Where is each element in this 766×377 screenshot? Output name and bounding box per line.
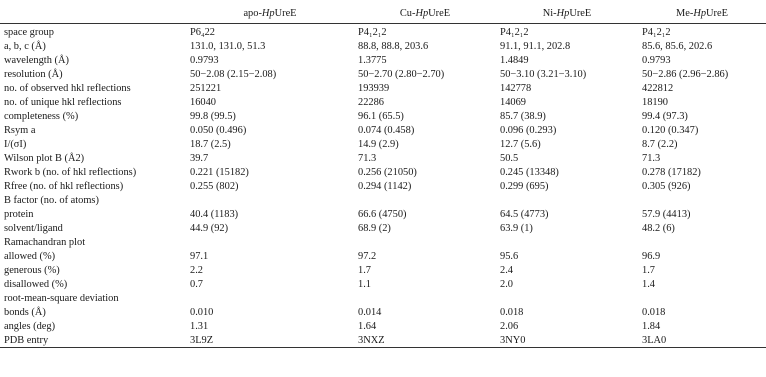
table-row <box>0 193 766 207</box>
table-cell: 0.018 <box>500 306 524 318</box>
table-cell: 0.050 (0.496) <box>190 124 247 136</box>
row-label: PDB entry <box>4 334 49 346</box>
table-row <box>0 207 766 221</box>
table-cell: 1.31 <box>190 320 209 332</box>
table-cell: 97.1 <box>190 250 209 262</box>
row-label: wavelength (Å) <box>4 54 69 66</box>
table-cell: 40.4 (1183) <box>190 208 239 220</box>
table-cell: 95.6 <box>500 250 519 262</box>
table-cell: 1.64 <box>358 320 377 332</box>
row-label: disallowed (%) <box>4 278 68 290</box>
table-cell: 88.8, 88.8, 203.6 <box>358 40 429 52</box>
table-row <box>0 263 766 277</box>
table-cell: 96.9 <box>642 250 661 262</box>
row-label: Rwork b (no. of hkl reflections) <box>4 166 137 178</box>
table-cell: 99.4 (97.3) <box>642 110 688 122</box>
table-cell: 0.120 (0.347) <box>642 124 699 136</box>
table-cell: 71.3 <box>358 152 377 164</box>
row-label: Ramachandran plot <box>4 236 86 248</box>
row-label: Wilson plot B (Å2) <box>4 152 85 164</box>
table-cell: P4₁2₁2 <box>642 26 671 38</box>
table-row <box>0 109 766 123</box>
table-cell: 1.4 <box>642 278 655 290</box>
table-cell: P4₁2₁2 <box>358 26 387 38</box>
table-cell: 85.6, 85.6, 202.6 <box>642 40 713 52</box>
table-cell: 2.4 <box>500 264 513 276</box>
table-cell: 18.7 (2.5) <box>190 138 231 150</box>
table-cell <box>638 193 766 207</box>
table-row <box>0 81 766 95</box>
table-cell: 0.278 (17182) <box>642 166 701 178</box>
table-cell: 0.9793 <box>190 54 219 66</box>
row-label: bonds (Å) <box>4 306 46 318</box>
table-row <box>0 151 766 165</box>
table-cell: 66.6 (4750) <box>358 208 407 220</box>
table-cell: 50−2.86 (2.96−2.86) <box>642 68 729 80</box>
row-label: protein <box>4 208 34 220</box>
table-cell: 8.7 (2.2) <box>642 138 678 150</box>
table-cell <box>186 235 354 249</box>
table-cell: 0.299 (695) <box>500 180 549 192</box>
table-cell: 0.096 (0.293) <box>500 124 557 136</box>
row-label: Rsym a <box>4 124 36 136</box>
table-cell: 2.2 <box>190 264 203 276</box>
table-cell: 63.9 (1) <box>500 222 533 234</box>
table-cell <box>354 235 496 249</box>
table-row <box>0 95 766 109</box>
table-cell: 0.010 <box>190 306 214 318</box>
header-italic: Hp <box>261 8 275 19</box>
table-cell: 3L9Z <box>190 334 214 346</box>
table-cell: 97.2 <box>358 250 377 262</box>
table-cell: 14.9 (2.9) <box>358 138 399 150</box>
row-label: no. of unique hkl reflections <box>4 96 122 108</box>
table-cell <box>496 235 638 249</box>
table-row <box>0 221 766 235</box>
table-cell: 2.0 <box>500 278 513 290</box>
table-cell: 16040 <box>190 96 216 108</box>
table-cell: 91.1, 91.1, 202.8 <box>500 40 571 52</box>
table-cell: 85.7 (38.9) <box>500 110 546 122</box>
table-cell <box>186 193 354 207</box>
table-row <box>0 305 766 319</box>
table-cell: 71.3 <box>642 152 661 164</box>
table-cell: 96.1 (65.5) <box>358 110 404 122</box>
table-cell: 251221 <box>190 82 222 94</box>
table-cell: 22286 <box>358 96 384 108</box>
table-cell: 50.5 <box>500 152 519 164</box>
table-header <box>0 4 766 24</box>
table-row <box>0 277 766 291</box>
table-cell: 0.7 <box>190 278 203 290</box>
table-cell <box>354 193 496 207</box>
header-suffix: UreE <box>706 8 728 19</box>
header-suffix: UreE <box>428 8 451 19</box>
table-row <box>0 123 766 137</box>
header-row <box>0 4 766 24</box>
table-cell: P6₄22 <box>190 26 215 38</box>
table-cell: 12.7 (5.6) <box>500 138 541 150</box>
table-cell: 0.305 (926) <box>642 180 691 192</box>
table-cell: 48.2 (6) <box>642 222 675 234</box>
header-cu <box>354 4 496 24</box>
row-label: Rfree (no. of hkl reflections) <box>4 180 124 192</box>
row-label: I/(σI) <box>4 138 27 150</box>
table-cell <box>638 291 766 305</box>
table-cell: 2.06 <box>500 320 519 332</box>
table-row <box>0 39 766 53</box>
table-cell <box>186 291 354 305</box>
header-italic: Hp <box>556 8 570 19</box>
table-row <box>0 179 766 193</box>
table-cell: 3LA0 <box>642 334 667 346</box>
table-cell <box>496 291 638 305</box>
row-label: root-mean-square deviation <box>4 292 119 304</box>
table-cell: 50−3.10 (3.21−3.10) <box>500 68 587 80</box>
table-cell: 44.9 (92) <box>190 222 229 234</box>
table-cell: 68.9 (2) <box>358 222 391 234</box>
header-me <box>638 4 766 24</box>
table-cell: P4₁2₁2 <box>500 26 529 38</box>
table-cell: 64.5 (4773) <box>500 208 549 220</box>
row-label: no. of observed hkl reflections <box>4 82 131 94</box>
table-cell <box>354 291 496 305</box>
table-cell: 3NY0 <box>500 334 526 346</box>
table-cell: 131.0, 131.0, 51.3 <box>190 40 266 52</box>
table-cell: 0.294 (1142) <box>358 180 412 192</box>
table-cell: 1.3775 <box>358 54 387 66</box>
table-cell: 0.221 (15182) <box>190 166 249 178</box>
table-row <box>0 165 766 179</box>
table-row <box>0 24 766 40</box>
header-prefix: apo- <box>243 8 262 19</box>
table-cell <box>496 193 638 207</box>
table-cell: 50−2.70 (2.80−2.70) <box>358 68 445 80</box>
row-label: angles (deg) <box>4 320 56 332</box>
table-cell: 0.9793 <box>642 54 671 66</box>
table-cell: 99.8 (99.5) <box>190 110 236 122</box>
table-cell: 1.4849 <box>500 54 529 66</box>
table-cell: 3NXZ <box>358 334 385 346</box>
row-label: generous (%) <box>4 264 60 276</box>
table-cell: 422812 <box>642 82 674 94</box>
table-cell: 18190 <box>642 96 668 108</box>
header-corner <box>0 4 186 24</box>
table-cell: 0.018 <box>642 306 666 318</box>
table-cell: 57.9 (4413) <box>642 208 691 220</box>
table-cell: 0.014 <box>358 306 382 318</box>
header-italic: Hp <box>415 8 429 19</box>
header-prefix: Me- <box>676 8 694 19</box>
header-apo <box>186 4 354 24</box>
table-row <box>0 291 766 305</box>
table-body <box>0 24 766 348</box>
table-cell: 0.074 (0.458) <box>358 124 415 136</box>
table-cell: 1.7 <box>642 264 655 276</box>
table-cell: 0.255 (802) <box>190 180 239 192</box>
row-label: completeness (%) <box>4 110 79 122</box>
row-label: a, b, c (Å) <box>4 40 46 52</box>
row-label: allowed (%) <box>4 250 56 262</box>
row-label: solvent/ligand <box>4 222 63 234</box>
table-cell: 0.256 (21050) <box>358 166 417 178</box>
row-label: B factor (no. of atoms) <box>4 194 99 206</box>
table-row <box>0 249 766 263</box>
header-ni <box>496 4 638 24</box>
table-cell: 193939 <box>358 82 390 94</box>
table-row <box>0 333 766 348</box>
header-prefix: Cu- <box>399 8 416 19</box>
table-cell: 1.7 <box>358 264 371 276</box>
table-cell: 1.84 <box>642 320 661 332</box>
row-label: resolution (Å) <box>4 68 63 80</box>
table-cell: 50−2.08 (2.15−2.08) <box>190 68 277 80</box>
table-cell: 39.7 <box>190 152 209 164</box>
table-cell: 142778 <box>500 82 532 94</box>
table-row <box>0 137 766 151</box>
table-row <box>0 319 766 333</box>
table-cell: 1.1 <box>358 278 371 290</box>
header-suffix: UreE <box>274 8 297 19</box>
crystallography-table <box>0 4 766 348</box>
header-prefix: Ni- <box>542 8 557 19</box>
header-italic: Hp <box>693 8 707 19</box>
table-row <box>0 67 766 81</box>
row-label: space group <box>4 26 54 38</box>
table-cell <box>638 235 766 249</box>
table-row <box>0 53 766 67</box>
table-row <box>0 235 766 249</box>
table-cell: 14069 <box>500 96 526 108</box>
header-suffix: UreE <box>569 8 592 19</box>
table-cell: 0.245 (13348) <box>500 166 559 178</box>
